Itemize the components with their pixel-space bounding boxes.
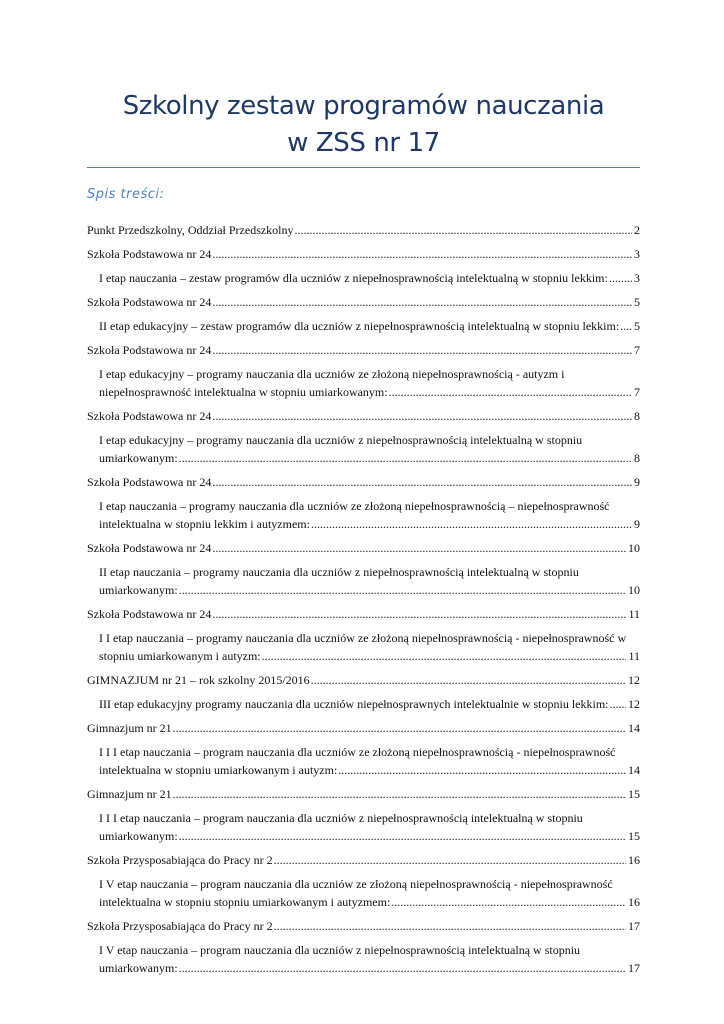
toc-entry-text: GIMNAZJUM nr 21 – rok szkolny 2015/2016 bbox=[87, 673, 310, 687]
toc-entry-text: II etap edukacyjny – zestaw programów dla uczniów z niepełnosprawnością intelektualną w stopniu lekkim: bbox=[99, 319, 620, 333]
toc-entry-text: Gimnazjum nr 21 bbox=[87, 787, 172, 801]
toc-page-number: 15 bbox=[628, 829, 640, 843]
toc-entry-text: Szkoła Podstawowa nr 24 bbox=[87, 607, 212, 621]
toc-entry[interactable] bbox=[87, 785, 640, 803]
toc-page-number: 3 bbox=[634, 271, 640, 285]
toc-entry-text: umiarkowanym: bbox=[99, 829, 178, 843]
toc-page-number: 11 bbox=[628, 607, 640, 621]
toc-subentry[interactable] bbox=[87, 809, 640, 845]
toc-entry-text: Punkt Przedszkolny, Oddział Przedszkolny bbox=[87, 223, 294, 237]
toc-leader-dots bbox=[389, 383, 632, 401]
toc-entry[interactable] bbox=[87, 671, 640, 689]
toc-leader-dots bbox=[212, 605, 626, 623]
toc-page-number: 8 bbox=[634, 451, 640, 465]
toc-page-number: 12 bbox=[628, 673, 640, 687]
document-title bbox=[87, 88, 640, 162]
toc-entry[interactable] bbox=[87, 407, 640, 425]
toc-entry-text: intelektualna w stopniu lekkim i autyzmem: bbox=[99, 517, 310, 531]
toc-leader-dots bbox=[212, 407, 632, 425]
toc-subentry[interactable] bbox=[87, 629, 640, 665]
toc-page-number: 14 bbox=[628, 721, 640, 735]
toc-subentry[interactable] bbox=[87, 695, 640, 713]
toc-entry-text-first-line: I etap edukacyjny – programy nauczania dla uczniów ze złożoną niepełnosprawnością - autyzm i bbox=[99, 367, 565, 381]
toc-entry-text: III etap edukacyjny programy nauczania dla uczniów niepełnosprawnych intelektualnie w stopniu lekkim: bbox=[99, 697, 609, 711]
toc-leader-dots bbox=[173, 785, 626, 803]
toc-subentry[interactable] bbox=[87, 365, 640, 401]
toc-entry-text: umiarkowanym: bbox=[99, 451, 178, 465]
toc-leader-dots bbox=[274, 917, 626, 935]
toc-entry-text: Szkoła Podstawowa nr 24 bbox=[87, 475, 212, 489]
toc-entry-text: Szkoła Podstawowa nr 24 bbox=[87, 343, 212, 357]
toc-leader-dots bbox=[274, 851, 626, 869]
toc-entry-text: Gimnazjum nr 21 bbox=[87, 721, 172, 735]
toc-entry-text: umiarkowanym: bbox=[99, 961, 178, 975]
toc-leader-dots bbox=[311, 671, 626, 689]
toc-entry-text-first-line: I I I etap nauczania – program nauczania dla uczniów z niepełnosprawnością intelektualną w stopniu bbox=[99, 811, 583, 825]
toc-entry-text: niepełnosprawność intelektualna w stopniu umiarkowanym: bbox=[99, 385, 388, 399]
toc-page-number: 11 bbox=[628, 649, 640, 663]
toc-entry-text-first-line: I etap nauczania – programy nauczania dla uczniów ze złożoną niepełnosprawnością – niepełnosprawność bbox=[99, 499, 610, 513]
toc-page-number: 10 bbox=[628, 541, 640, 555]
toc-leader-dots bbox=[295, 221, 632, 239]
toc-page-number: 7 bbox=[634, 343, 640, 357]
toc-entry-text-first-line: I I I etap nauczania – program nauczania dla uczniów ze złożoną niepełnosprawnością - niepełnosprawność bbox=[99, 745, 616, 759]
toc-entry-text-first-line: I I etap nauczania – programy nauczania dla uczniów ze złożoną niepełnosprawnością - niepełnosprawność w bbox=[99, 631, 627, 645]
toc-subentry[interactable] bbox=[87, 743, 640, 779]
toc-entry-text: Szkoła Podstawowa nr 24 bbox=[87, 295, 212, 309]
toc-page-number: 8 bbox=[634, 409, 640, 423]
toc-entry[interactable] bbox=[87, 539, 640, 557]
toc-page-number: 5 bbox=[634, 295, 640, 309]
toc-entry-text: umiarkowanym: bbox=[99, 583, 178, 597]
toc-leader-dots bbox=[179, 959, 626, 977]
toc-page-number: 15 bbox=[628, 787, 640, 801]
toc-page-number: 2 bbox=[634, 223, 640, 237]
toc-page-number: 17 bbox=[628, 919, 640, 933]
toc-page-number: 7 bbox=[634, 385, 640, 399]
toc-entry[interactable] bbox=[87, 341, 640, 359]
toc-entry[interactable] bbox=[87, 719, 640, 737]
toc-leader-dots bbox=[179, 449, 632, 467]
toc-subentry[interactable] bbox=[87, 941, 640, 977]
title-divider bbox=[87, 167, 640, 168]
toc-entry[interactable] bbox=[87, 473, 640, 491]
toc-leader-dots bbox=[311, 515, 632, 533]
toc-entry[interactable] bbox=[87, 605, 640, 623]
toc-leader-dots bbox=[212, 293, 632, 311]
toc-entry[interactable] bbox=[87, 917, 640, 935]
toc-page-number: 17 bbox=[628, 961, 640, 975]
toc-entry-text: Szkoła Przysposabiająca do Pracy nr 2 bbox=[87, 919, 273, 933]
toc-page-number: 9 bbox=[634, 517, 640, 531]
toc-entry-text-first-line: II etap nauczania – programy nauczania dla uczniów z niepełnosprawnością intelektualną w stopniu bbox=[99, 565, 579, 579]
toc-subentry[interactable] bbox=[87, 431, 640, 467]
toc-leader-dots bbox=[179, 581, 626, 599]
toc-entry-text: I etap nauczania – zestaw programów dla uczniów z niepełnosprawnością intelektualną w stopniu lekkim: bbox=[99, 271, 608, 285]
toc-leader-dots bbox=[212, 473, 632, 491]
toc-entry-text: Szkoła Podstawowa nr 24 bbox=[87, 409, 212, 423]
toc-entry-text: stopniu umiarkowanym i autyzm: bbox=[99, 649, 261, 663]
toc-leader-dots bbox=[338, 761, 626, 779]
toc-subentry[interactable] bbox=[87, 497, 640, 533]
toc-subentry[interactable] bbox=[87, 563, 640, 599]
toc-page-number: 5 bbox=[634, 319, 640, 333]
toc-leader-dots bbox=[620, 317, 632, 335]
toc-entry[interactable] bbox=[87, 293, 640, 311]
toc-leader-dots bbox=[179, 827, 626, 845]
toc-subentry[interactable] bbox=[87, 875, 640, 911]
toc-page-number: 16 bbox=[628, 895, 640, 909]
toc-leader-dots bbox=[262, 647, 627, 665]
toc-subentry[interactable] bbox=[87, 269, 640, 287]
toc-leader-dots bbox=[212, 539, 626, 557]
toc-leader-dots bbox=[391, 893, 626, 911]
toc-entry-text: intelektualna w stopniu umiarkowanym i autyzm: bbox=[99, 763, 338, 777]
toc-leader-dots bbox=[609, 269, 632, 287]
toc-page-number: 16 bbox=[628, 853, 640, 867]
toc-page-number: 12 bbox=[628, 697, 640, 711]
toc-page-number: 14 bbox=[628, 763, 640, 777]
toc-entry-text-first-line: I etap edukacyjny – programy nauczania dla uczniów z niepełnosprawnością intelektualną w stopniu bbox=[99, 433, 583, 447]
toc-entry-text: Szkoła Podstawowa nr 24 bbox=[87, 541, 212, 555]
toc-entry-text: Szkoła Przysposabiająca do Pracy nr 2 bbox=[87, 853, 273, 867]
toc-leader-dots bbox=[212, 245, 632, 263]
toc-page-number: 9 bbox=[634, 475, 640, 489]
toc-page-number: 3 bbox=[634, 247, 640, 261]
toc-subentry[interactable] bbox=[87, 317, 640, 335]
toc-heading: Spis treści: bbox=[87, 187, 165, 202]
toc-leader-dots bbox=[610, 695, 627, 713]
toc-entry[interactable] bbox=[87, 221, 640, 239]
toc-leader-dots bbox=[173, 719, 626, 737]
toc-entry-text: Szkoła Podstawowa nr 24 bbox=[87, 247, 212, 261]
toc-entry-text-first-line: I V etap nauczania – program nauczania dla uczniów ze złożoną niepełnosprawnością - niepełnosprawność bbox=[99, 877, 613, 891]
toc-entry-text: intelektualna w stopniu stopniu umiarkowanym i autyzmem: bbox=[99, 895, 391, 909]
toc-entry[interactable] bbox=[87, 851, 640, 869]
title-line-2: w ZSS nr 17 bbox=[287, 128, 440, 158]
toc-entry-text-first-line: I V etap nauczania – program nauczania dla uczniów z niepełnosprawnością intelektualną w stopniu bbox=[99, 943, 581, 957]
title-line-1: Szkolny zestaw programów nauczania bbox=[122, 91, 605, 121]
toc-page-number: 10 bbox=[628, 583, 640, 597]
toc-entry[interactable] bbox=[87, 245, 640, 263]
toc-leader-dots bbox=[212, 341, 632, 359]
table-of-contents bbox=[87, 221, 640, 983]
